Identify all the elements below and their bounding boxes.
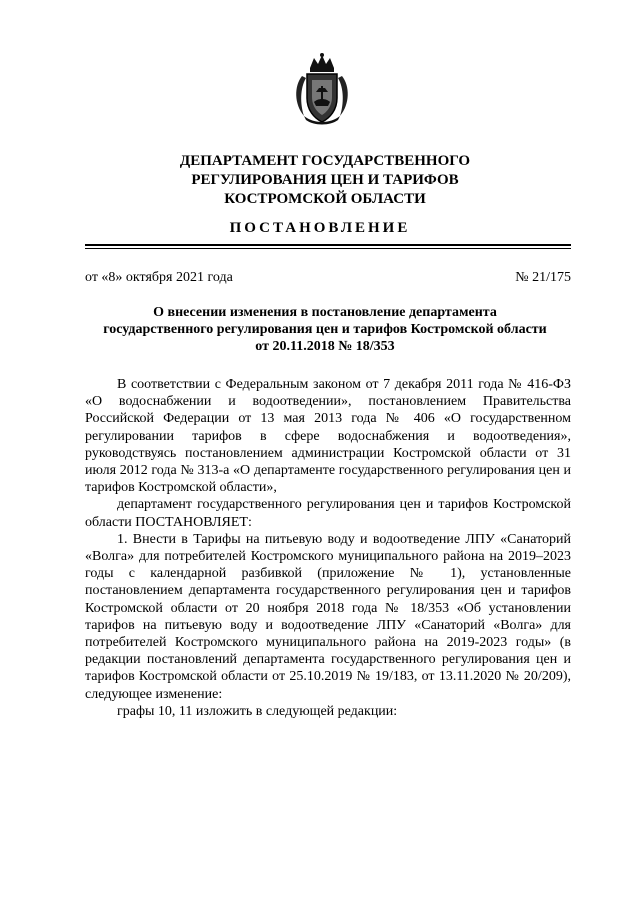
- body-paragraph: В соответствии с Федеральным законом от 7 декабря 2011 года № 416-ФЗ «О водоснабжении и водоотведении», постановлением Правительства Российской Федерации от 13 мая 2013 года № 406 «О государственном регулировании тарифов в сфере водоснабжения и водоотведения», руководствуясь постановлением администрации Костромской области от 31 июля 2012 года № 313-а «О департаменте государственного регулирования цен и тарифов Костромской области»,: [85, 377, 571, 496]
- department-line: ДЕПАРТАМЕНТ ГОСУДАРСТВЕННОГО: [179, 153, 471, 169]
- document-number: № 21/175: [515, 270, 571, 285]
- body-paragraph: графы 10, 11 изложить в следующей редакции:: [117, 703, 398, 719]
- title-line: О внесении изменения в постановление департамента: [153, 305, 497, 320]
- header-rule-thick: [85, 244, 571, 246]
- body-paragraph: департамент государственного регулирования цен и тарифов Костромской области ПОСТАНОВЛЯЕТ:: [85, 497, 571, 530]
- document-title: [80, 304, 570, 355]
- header-rule-thin: [85, 248, 571, 249]
- body-paragraph: 1. Внести в Тарифы на питьевую воду и водоотведение ЛПУ «Санаторий «Волга» для потребителей Костромского муниципального района на 2019–2023 годы с календарной разбивкой (приложение № 1), установленные постановлением департамента государственного регулирования цен и тарифов Костромской области от 20 ноября 2018 года № 18/353 «Об установлении тарифов на питьевую воду и водоотведение ЛПУ «Санаторий «Волга» для потребителей Костромского муниципального района на 2019-2023 годы» (в редакции постановлений департамента государственного регулирования цен и тарифов Костромской области от 25.10.2019 № 19/183, от 13.11.2020 № 20/209), следующее изменение:: [85, 531, 571, 702]
- coat-of-arms-icon: [290, 52, 354, 126]
- department-line: КОСТРОМСКОЙ ОБЛАСТИ: [224, 191, 426, 207]
- department-line: РЕГУЛИРОВАНИЯ ЦЕН И ТАРИФОВ: [191, 172, 459, 188]
- title-line: от 20.11.2018 № 18/353: [255, 339, 395, 354]
- document-type: ПОСТАНОВЛЕНИЕ: [229, 220, 411, 236]
- department-name: [120, 152, 530, 209]
- document-date: от «8» октября 2021 года: [85, 270, 233, 285]
- document-body: [85, 376, 571, 720]
- title-line: государственного регулирования цен и тарифов Костромской области: [103, 322, 547, 337]
